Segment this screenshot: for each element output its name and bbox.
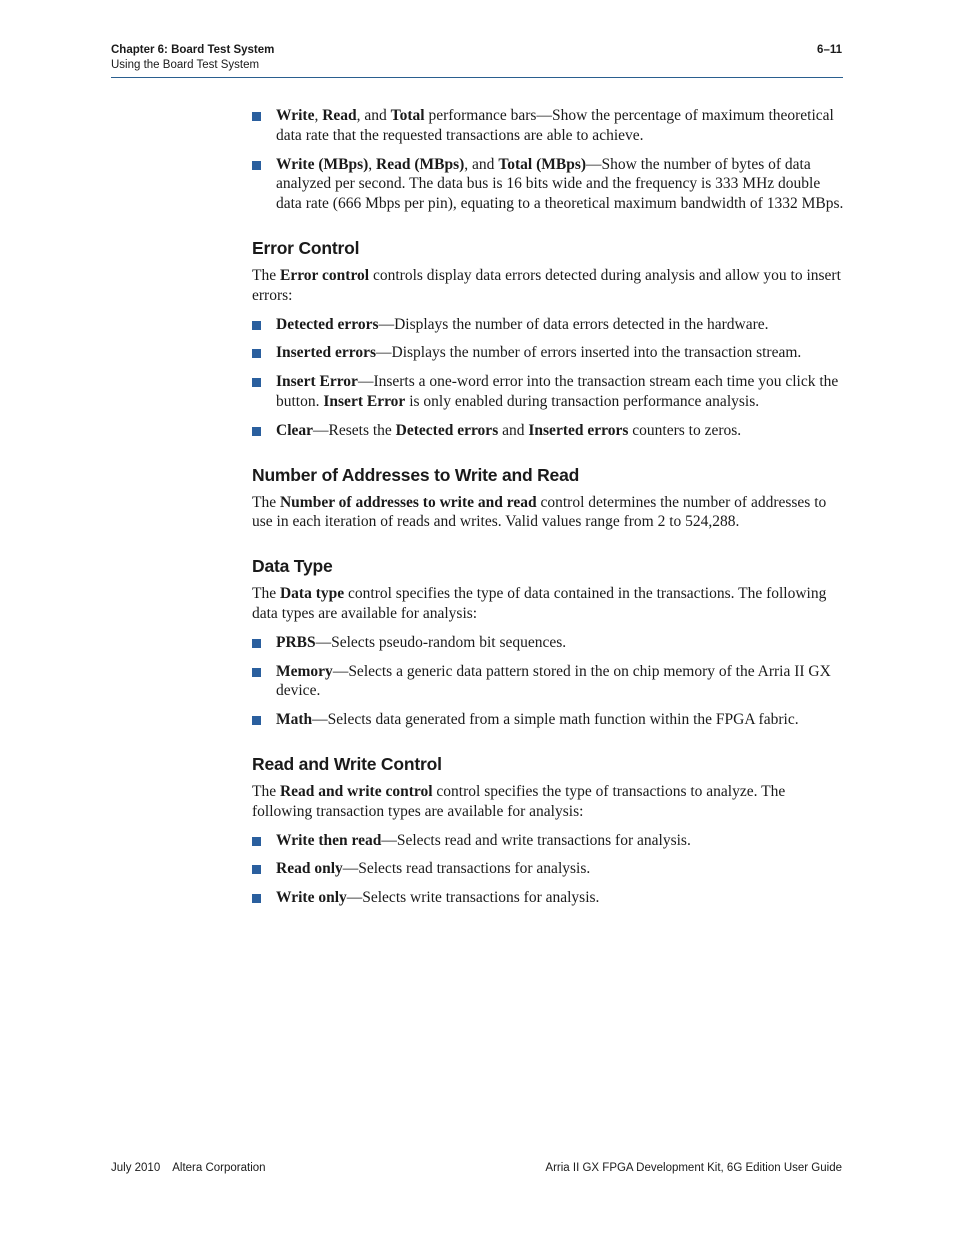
list-item xyxy=(252,343,844,363)
term: Insert Error xyxy=(276,373,358,391)
term: Write (MBps) xyxy=(276,155,369,173)
running-header xyxy=(111,43,274,73)
data-type-bullet-list xyxy=(252,633,844,730)
text: The xyxy=(252,585,280,603)
term: Clear xyxy=(276,421,314,439)
page-body xyxy=(252,106,844,917)
description: and xyxy=(498,421,529,439)
description: —Selects write transactions for analysis. xyxy=(346,889,600,907)
term: Number of addresses to write and read xyxy=(279,493,537,511)
square-bullet-icon xyxy=(252,837,261,846)
separator: , xyxy=(368,155,377,173)
term: Detected errors xyxy=(276,315,379,333)
separator: , and xyxy=(464,155,499,173)
section-title: Using the Board Test System xyxy=(111,59,260,71)
square-bullet-icon xyxy=(252,865,261,874)
text: controls display data errors detected during analysis and allow you to insert errors: xyxy=(252,266,841,304)
section-heading-read-write-control: Read and Write Control xyxy=(252,753,442,774)
term: Math xyxy=(276,711,313,729)
text: The xyxy=(252,782,280,800)
description: counters to zeros. xyxy=(628,421,742,439)
text: The xyxy=(252,266,280,284)
list-item xyxy=(252,888,844,908)
term: Read xyxy=(322,107,357,124)
list-item xyxy=(252,155,844,214)
description: is only enabled during transaction performance analysis. xyxy=(405,392,760,410)
list-item xyxy=(252,372,844,412)
term: Memory xyxy=(276,662,333,680)
term: Total (MBps) xyxy=(498,155,587,173)
list-item xyxy=(252,106,844,146)
list-item xyxy=(252,315,844,335)
description: —Inserts a one-word error into the transaction stream each time you click the button. xyxy=(276,373,839,410)
description: —Selects read and write transactions for analysis. xyxy=(381,831,691,849)
square-bullet-icon xyxy=(252,349,261,358)
rw-control-bullet-list xyxy=(252,831,844,908)
list-item xyxy=(252,662,844,702)
square-bullet-icon xyxy=(252,639,261,648)
term: Read only xyxy=(276,860,343,878)
square-bullet-icon xyxy=(252,112,261,121)
description: —Selects pseudo-random bit sequences. xyxy=(315,633,567,651)
footer-doc-title: Arria II GX FPGA Development Kit, 6G Edition User Guide xyxy=(545,1162,842,1174)
term: Data type xyxy=(279,585,345,603)
paragraph xyxy=(252,782,844,822)
term: Read (MBps) xyxy=(376,155,465,173)
term: Total xyxy=(390,107,425,124)
term: Write only xyxy=(276,889,347,907)
square-bullet-icon xyxy=(252,894,261,903)
page-number: 6–11 xyxy=(817,44,842,56)
section-heading-error-control: Error Control xyxy=(252,237,360,258)
term: Write then read xyxy=(276,831,382,849)
term: Inserted errors xyxy=(528,421,629,439)
term: Detected errors xyxy=(395,421,499,439)
term: PRBS xyxy=(276,633,316,651)
square-bullet-icon xyxy=(252,668,261,677)
list-item xyxy=(252,710,844,730)
description: performance bars—Show the percentage of maximum theoretical data rate that the requested transactions are able to achieve. xyxy=(276,107,834,144)
chapter-title: Chapter 6: Board Test System xyxy=(111,44,275,56)
list-item xyxy=(252,421,844,441)
text: control specifies the type of data contained in the transactions. The following data types are available for analysis: xyxy=(252,585,827,622)
separator: , xyxy=(314,107,323,124)
description: —Selects data generated from a simple math function within the FPGA fabric. xyxy=(312,711,799,729)
description: —Selects read transactions for analysis. xyxy=(342,860,591,878)
term: Insert Error xyxy=(323,392,406,410)
list-item xyxy=(252,831,844,851)
description: —Displays the number of data errors detected in the hardware. xyxy=(378,315,769,333)
term: Error control xyxy=(279,266,370,284)
footer-left xyxy=(111,1162,266,1174)
square-bullet-icon xyxy=(252,427,261,436)
paragraph xyxy=(252,266,844,306)
header-rule xyxy=(111,77,843,78)
section-heading-number-of-addresses: Number of Addresses to Write and Read xyxy=(252,464,580,485)
intro-bullet-list xyxy=(252,106,844,214)
text: control determines the number of addresses to use in each iteration of reads and writes. Valid values range from 2 to 524,288. xyxy=(252,493,827,531)
text: The xyxy=(252,493,280,511)
term: Read and write control xyxy=(279,782,433,800)
error-control-bullet-list xyxy=(252,315,844,441)
term: Write xyxy=(276,107,315,124)
term: Inserted errors xyxy=(276,344,377,362)
paragraph xyxy=(252,493,844,533)
list-item xyxy=(252,633,844,653)
description: —Show the number of bytes of data analyzed per second. The data bus is 16 bits wide and the frequency is 333 MHz double data rate (666 Mbps per pin), equating to a theoretical maximum bandwidth of 1332 MBps. xyxy=(276,155,844,213)
square-bullet-icon xyxy=(252,321,261,330)
description: —Resets the xyxy=(313,421,396,439)
square-bullet-icon xyxy=(252,161,261,170)
section-heading-data-type: Data Type xyxy=(252,556,333,577)
list-item xyxy=(252,859,844,879)
separator: , and xyxy=(356,107,391,124)
description: —Displays the number of errors inserted into the transaction stream. xyxy=(376,344,802,362)
square-bullet-icon xyxy=(252,716,261,725)
square-bullet-icon xyxy=(252,378,261,387)
paragraph xyxy=(252,584,844,624)
description: —Selects a generic data pattern stored in the on chip memory of the Arria II GX device. xyxy=(276,662,831,700)
text: control specifies the type of transactions to analyze. The following transaction types are available for analysis: xyxy=(252,782,786,820)
footer-company: Altera Corporation xyxy=(172,1162,266,1174)
footer-date: July 2010 xyxy=(111,1162,161,1174)
